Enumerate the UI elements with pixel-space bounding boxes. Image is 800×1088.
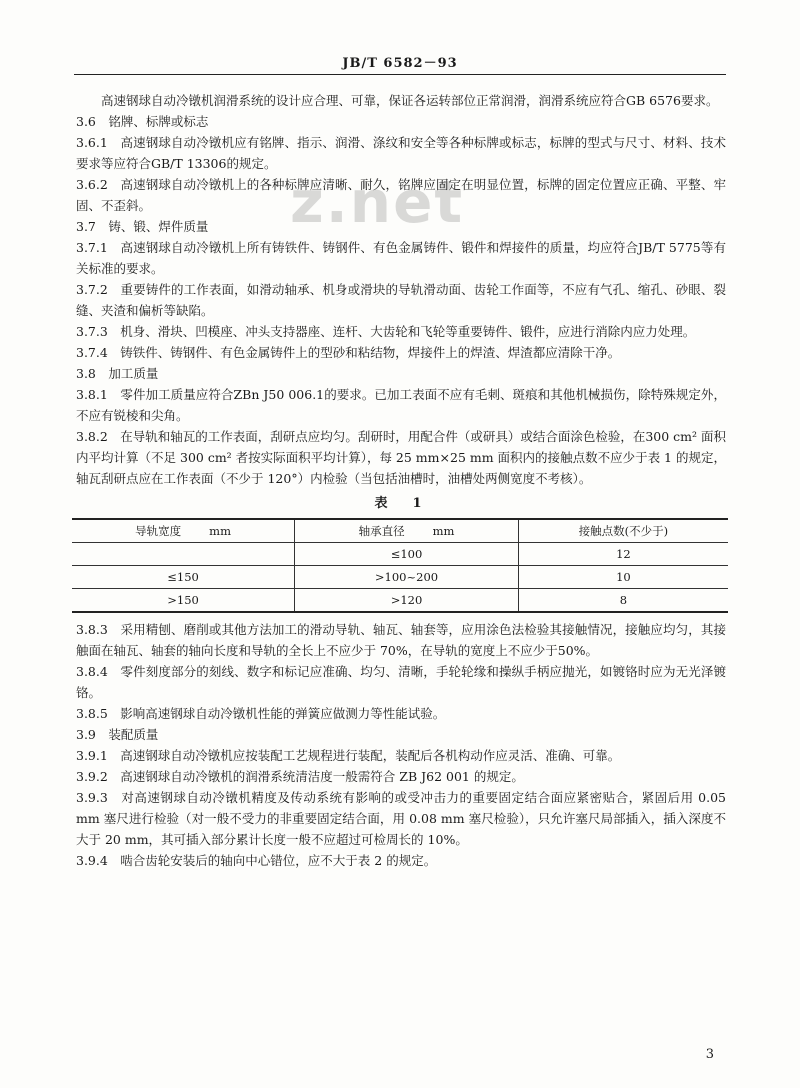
clause-3-6-1: 3.6.1 高速钢球自动冷镦机应有铭牌、指示、润滑、涤纹和安全等各种标牌或标志，标牌的型式与尺寸、材料、技术要求等应符合GB/T 13306的规定。 bbox=[76, 135, 726, 171]
section-heading-3-7: 3.7 铸、锻、焊件质量 bbox=[76, 219, 209, 234]
cell-contact-points: 10 bbox=[518, 566, 728, 589]
table-1-title: 表 1 bbox=[374, 496, 428, 511]
cell-guide-width bbox=[72, 543, 295, 566]
header-bearing-diameter-label: 轴承直径 bbox=[358, 523, 405, 538]
clause-3-8-1: 3.8.1 零件加工质量应符合ZBn J50 006.1的要求。已加工表面不应有毛刺、斑痕和其他机械损伤，除特殊规定外，不应有锐棱和尖角。 bbox=[76, 387, 726, 423]
clause-3-8-5: 3.8.5 影响高速钢球自动冷镦机性能的弹簧应做测力等性能试验。 bbox=[76, 706, 446, 721]
clause-3-8-4: 3.8.4 零件刻度部分的刻线、数字和标记应准确、均匀、清晰，手轮轮缘和操纵手柄应抛光，如镀铬时应为无光泽镀铬。 bbox=[76, 664, 726, 700]
clause-3-7-1: 3.7.1 高速钢球自动冷镦机上所有铸铁件、铸钢件、有色金属铸件、锻件和焊接件的质量，均应符合JB/T 5775等有关标准的要求。 bbox=[76, 240, 726, 276]
section-heading-3-8: 3.8 加工质量 bbox=[76, 366, 159, 381]
table-header-row bbox=[72, 519, 728, 543]
clause-3-8-3: 3.8.3 采用精刨、磨削或其他方法加工的滑动导轨、轴瓦、轴套等，应用涂色法检验其接触情况，接触应均匀，其接触面在轴瓦、轴套的轴向长度和导轨的全长上不应少于 70%，在导轨的宽度上不应少于50%。 bbox=[76, 622, 726, 658]
table-row bbox=[72, 543, 728, 566]
header-bearing-diameter-unit: mm bbox=[432, 523, 455, 538]
clause-3-8-2: 3.8.2 在导轨和轴瓦的工作表面，刮研点应均匀。刮研时，用配合件（或研具）或结合面涂色检验，在300 cm² 面积内平均计算（不足 300 cm² 者按实际面积平均计算），每 25 mm×25 mm 面积内的接触点数不应少于表 1 的规定，轴瓦刮研点应在工作表面（不少于 120°）内检验（当包括油槽时，油槽处两侧宽度不考核）。 bbox=[76, 429, 726, 486]
paragraph-lubrication: 高速钢球自动冷镦机润滑系统的设计应合理、可靠，保证各运转部位正常润滑，润滑系统应符合GB 6576要求。 bbox=[101, 93, 719, 108]
clause-3-9-4: 3.9.4 啮合齿轮安装后的轴向中心错位，应不大于表 2 的规定。 bbox=[76, 853, 437, 868]
header-rule bbox=[74, 74, 726, 75]
cell-contact-points: 8 bbox=[518, 589, 728, 613]
cell-bearing-diameter: >120 bbox=[295, 589, 519, 613]
clause-3-9-3: 3.9.3 对高速钢球自动冷镦机精度及传动系统有影响的或受冲击力的重要固定结合面应紧密贴合，紧固后用 0.05 mm 塞尺进行检验（对一般不受力的非重要固定结合面，用 0.08 mm 塞尺检验），只允许塞尺局部插入，插入深度不大于 20 mm，其可插入部分累计长度一般不应超过可检周长的 10%。 bbox=[76, 790, 726, 847]
table-1 bbox=[72, 518, 728, 613]
header-guide-width-unit: mm bbox=[209, 523, 231, 538]
clause-3-9-1: 3.9.1 高速钢球自动冷镦机应按装配工艺规程进行装配，装配后各机构动作应灵活、准确、可靠。 bbox=[76, 748, 621, 763]
header-guide-width-label: 导轨宽度 bbox=[135, 523, 182, 538]
clause-3-9-2: 3.9.2 高速钢球自动冷镦机的润滑系统清洁度一般需符合 ZB J62 001 的规定。 bbox=[76, 769, 524, 784]
page-number: 3 bbox=[705, 1047, 714, 1062]
clause-3-7-3: 3.7.3 机身、滑块、凹模座、冲头支持器座、连杆、大齿轮和飞轮等重要铸件、锻件，应进行消除内应力处理。 bbox=[76, 324, 696, 339]
clause-3-7-4: 3.7.4 铸铁件、铸钢件、有色金属铸件上的型砂和粘结物，焊接件上的焊渣、焊渣都应清除干净。 bbox=[76, 345, 621, 360]
cell-guide-width: ≤150 bbox=[72, 566, 295, 589]
document-body bbox=[76, 90, 726, 871]
cell-contact-points: 12 bbox=[518, 543, 728, 566]
header-guide-width bbox=[72, 519, 295, 543]
standard-code-header: JB/T 6582－93 bbox=[342, 56, 458, 71]
cell-guide-width: >150 bbox=[72, 589, 295, 613]
header-contact-points: 接触点数(不少于) bbox=[518, 519, 728, 543]
section-heading-3-9: 3.9 装配质量 bbox=[76, 727, 159, 742]
clause-3-7-2: 3.7.2 重要铸件的工作表面，如滑动轴承、机身或滑块的导轨滑动面、齿轮工作面等，不应有气孔、缩孔、砂眼、裂缝、夹渣和偏析等缺陷。 bbox=[76, 282, 726, 318]
clause-3-6-2: 3.6.2 高速钢球自动冷镦机上的各种标牌应清晰、耐久，铭牌应固定在明显位置，标牌的固定位置应正确、平整、牢固、不歪斜。 bbox=[76, 177, 726, 213]
table-row bbox=[72, 566, 728, 589]
watermark-text: z.net bbox=[290, 168, 465, 236]
table-row bbox=[72, 589, 728, 613]
header-bearing-diameter bbox=[295, 519, 519, 543]
cell-bearing-diameter: ≤100 bbox=[295, 543, 519, 566]
cell-bearing-diameter: >100~200 bbox=[295, 566, 519, 589]
section-heading-3-6: 3.6 铭牌、标牌或标志 bbox=[76, 114, 209, 129]
